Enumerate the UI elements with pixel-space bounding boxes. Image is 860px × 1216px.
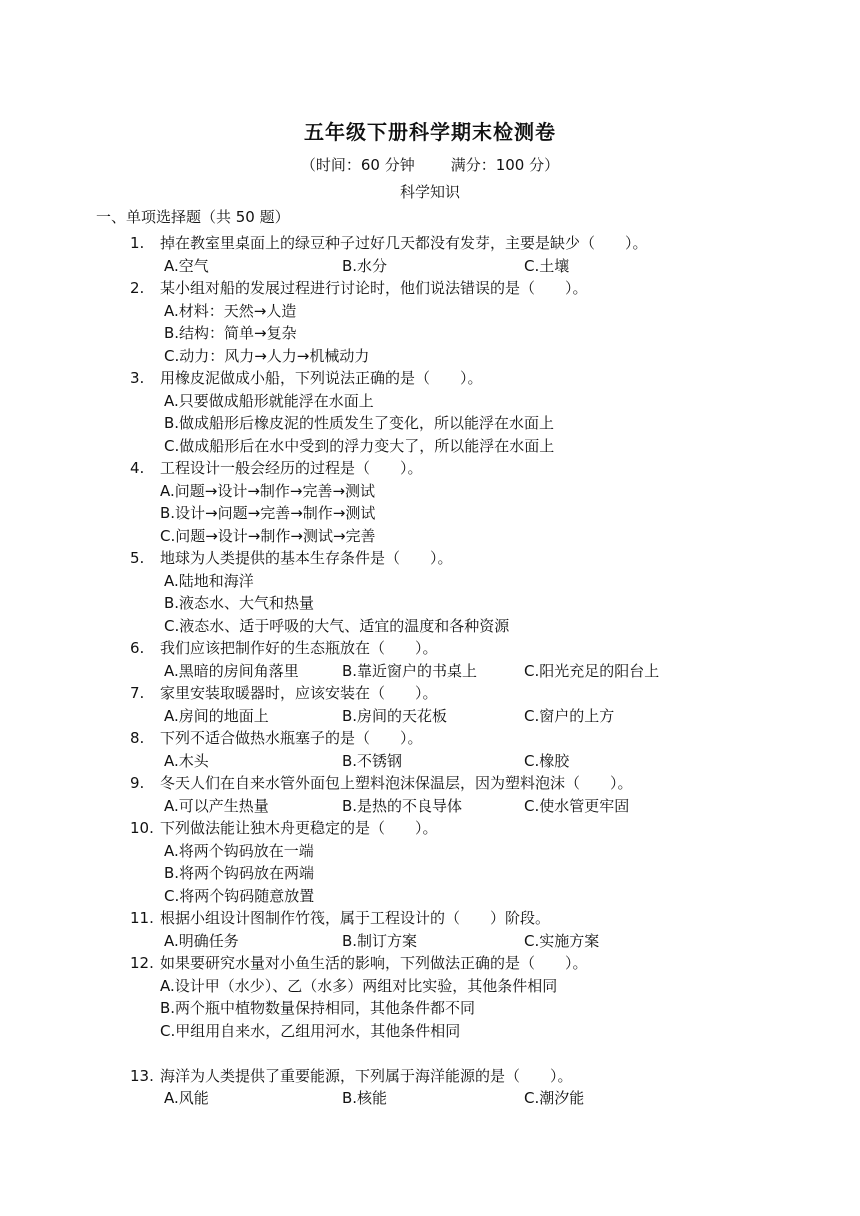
exam-score: 满分：100 分） — [450, 156, 560, 174]
question-option-line — [0, 322, 860, 345]
question-option: B.做成船形后橡皮泥的性质发生了变化，所以能浮在水面上 — [164, 414, 555, 432]
question-number: 5. — [130, 549, 145, 567]
question-option-line — [0, 345, 860, 368]
question-option-line — [0, 480, 860, 503]
question-option: C.窗户的上方 — [524, 706, 615, 725]
question-option: C.橡胶 — [524, 751, 570, 770]
question-number: 1. — [130, 234, 145, 252]
question-option-line — [0, 1020, 860, 1043]
question-option-line — [0, 570, 860, 593]
question-option-line — [0, 885, 860, 908]
question-options — [0, 795, 860, 818]
question-stem-row — [0, 952, 860, 975]
question-option-line — [0, 840, 860, 863]
question-option: A.只要做成船形就能浮在水面上 — [164, 391, 374, 410]
question-stem-row — [0, 772, 860, 795]
question-option-line — [0, 435, 860, 458]
question-option-line — [0, 997, 860, 1020]
question-option: A.设计甲（水少）、乙（水多）两组对比实验，其他条件相同 — [160, 976, 558, 995]
question-option: C.潮汐能 — [524, 1089, 585, 1107]
question-stem-row — [0, 547, 860, 570]
question-number: 12. — [130, 954, 154, 972]
question-number: 6. — [130, 639, 145, 657]
question-option: B.是热的不良导体 — [342, 796, 463, 815]
question-option-line — [0, 300, 860, 323]
question-stem-row — [0, 637, 860, 660]
question-stem-row — [0, 367, 860, 390]
question-number: 2. — [130, 279, 145, 297]
question-number: 13. — [130, 1066, 154, 1085]
question-option: C.动力：风力→人力→机械动力 — [164, 346, 370, 365]
question-option: C.做成船形后在水中受到的浮力变大了，所以能浮在水面上 — [164, 436, 555, 455]
question-option: C.土壤 — [524, 256, 570, 275]
question-stem-row — [0, 682, 860, 705]
question-option: A.可以产生热量 — [164, 796, 269, 815]
question-option: C.甲组用自来水，乙组用河水，其他条件相同 — [160, 1021, 461, 1040]
question-stem-row — [0, 817, 860, 840]
question-number: 11. — [130, 909, 154, 927]
question-option: A.材料：天然→人造 — [164, 301, 297, 320]
question-option: A.问题→设计→制作→完善→测试 — [160, 481, 376, 500]
question-text: 掉在教室里桌面上的绿豆种子过好几天都没有发芽，主要是缺少（ ）。 — [160, 234, 648, 252]
question-number: 9. — [130, 774, 145, 792]
question-text: 海洋为人类提供了重要能源，下列属于海洋能源的是（ ）。 — [160, 1066, 573, 1085]
question-option-line — [0, 615, 860, 638]
part-heading: 一、单项选择题（共 50 题） — [96, 208, 290, 226]
question-number: 10. — [130, 819, 154, 837]
question-list — [0, 232, 860, 1110]
question-option: B.结构：简单→复杂 — [164, 324, 297, 342]
question-option: A.木头 — [164, 751, 209, 770]
question-option: C.实施方案 — [524, 931, 600, 950]
question-text: 我们应该把制作好的生态瓶放在（ ）。 — [160, 639, 438, 657]
question-text: 如果要研究水量对小鱼生活的影响，下列做法正确的是（ ）。 — [160, 954, 588, 972]
question-spacer — [0, 1042, 860, 1065]
question-stem-row — [0, 727, 860, 750]
question-option: A.房间的地面上 — [164, 706, 269, 725]
question-stem-row — [0, 1065, 860, 1088]
question-option: B.核能 — [342, 1089, 388, 1107]
question-option: C.问题→设计→制作→测试→完善 — [160, 526, 376, 545]
question-options — [0, 1087, 860, 1110]
question-option: A.将两个钩码放在一端 — [164, 841, 314, 860]
question-option: B.房间的天花板 — [342, 706, 448, 725]
question-option: B.两个瓶中植物数量保持相同，其他条件都不同 — [160, 999, 476, 1017]
question-stem-row — [0, 232, 860, 255]
question-option: A.黑暗的房间角落里 — [164, 661, 299, 680]
question-options — [0, 705, 860, 728]
question-options — [0, 750, 860, 773]
question-text: 工程设计一般会经历的过程是（ ）。 — [160, 459, 423, 477]
question-option: B.制订方案 — [342, 931, 418, 950]
section-heading: 科学知识 — [399, 183, 460, 201]
question-option: B.液态水、大气和热量 — [164, 594, 315, 612]
question-number: 4. — [130, 459, 145, 477]
question-text: 根据小组设计图制作竹筏，属于工程设计的（ ）阶段。 — [160, 909, 551, 927]
question-text: 下列不适合做热水瓶塞子的是（ ）。 — [160, 729, 423, 747]
question-option: A.空气 — [164, 256, 209, 275]
question-option-line — [0, 525, 860, 548]
question-option: B.设计→问题→完善→制作→测试 — [160, 504, 376, 522]
question-option-line — [0, 412, 860, 435]
question-text: 地球为人类提供的基本生存条件是（ ）。 — [160, 549, 453, 567]
question-text: 用橡皮泥做成小船，下列说法正确的是（ ）。 — [160, 369, 483, 387]
question-options — [0, 255, 860, 278]
question-option-line — [0, 502, 860, 525]
question-options — [0, 930, 860, 953]
question-number: 8. — [130, 729, 145, 747]
question-option-line — [0, 390, 860, 413]
question-option: C.将两个钩码随意放置 — [164, 886, 315, 905]
question-option-line — [0, 975, 860, 998]
question-text: 家里安装取暖器时，应该安装在（ ）。 — [160, 684, 438, 702]
question-stem-row — [0, 277, 860, 300]
question-text: 某小组对船的发展过程进行讨论时，他们说法错误的是（ ）。 — [160, 279, 588, 297]
question-option-line — [0, 862, 860, 885]
question-option: A.陆地和海洋 — [164, 571, 254, 590]
question-option: C.液态水、适于呼吸的大气、适宜的温度和各种资源 — [164, 616, 510, 635]
exam-subtitle — [0, 154, 860, 175]
question-text: 下列做法能让独木舟更稳定的是（ ）。 — [160, 819, 438, 837]
question-text: 冬天人们在自来水管外面包上塑料泡沫保温层，因为塑料泡沫（ ）。 — [160, 774, 633, 792]
question-option: A.明确任务 — [164, 931, 239, 950]
question-stem-row — [0, 907, 860, 930]
question-option: C.阳光充足的阳台上 — [524, 661, 660, 680]
question-option: C.使水管更牢固 — [524, 796, 630, 815]
exam-title: 五年级下册科学期末检测卷 — [304, 120, 556, 144]
question-option: B.将两个钩码放在两端 — [164, 864, 315, 882]
question-number: 3. — [130, 369, 145, 387]
question-option-line — [0, 592, 860, 615]
question-option: A.风能 — [164, 1089, 209, 1107]
question-option: B.靠近窗户的书桌上 — [342, 661, 478, 680]
exam-time: （时间：60 分钟 — [300, 156, 415, 174]
question-number: 7. — [130, 684, 145, 702]
question-option: B.不锈钢 — [342, 751, 403, 770]
question-stem-row — [0, 457, 860, 480]
question-options — [0, 660, 860, 683]
question-option: B.水分 — [342, 256, 388, 275]
